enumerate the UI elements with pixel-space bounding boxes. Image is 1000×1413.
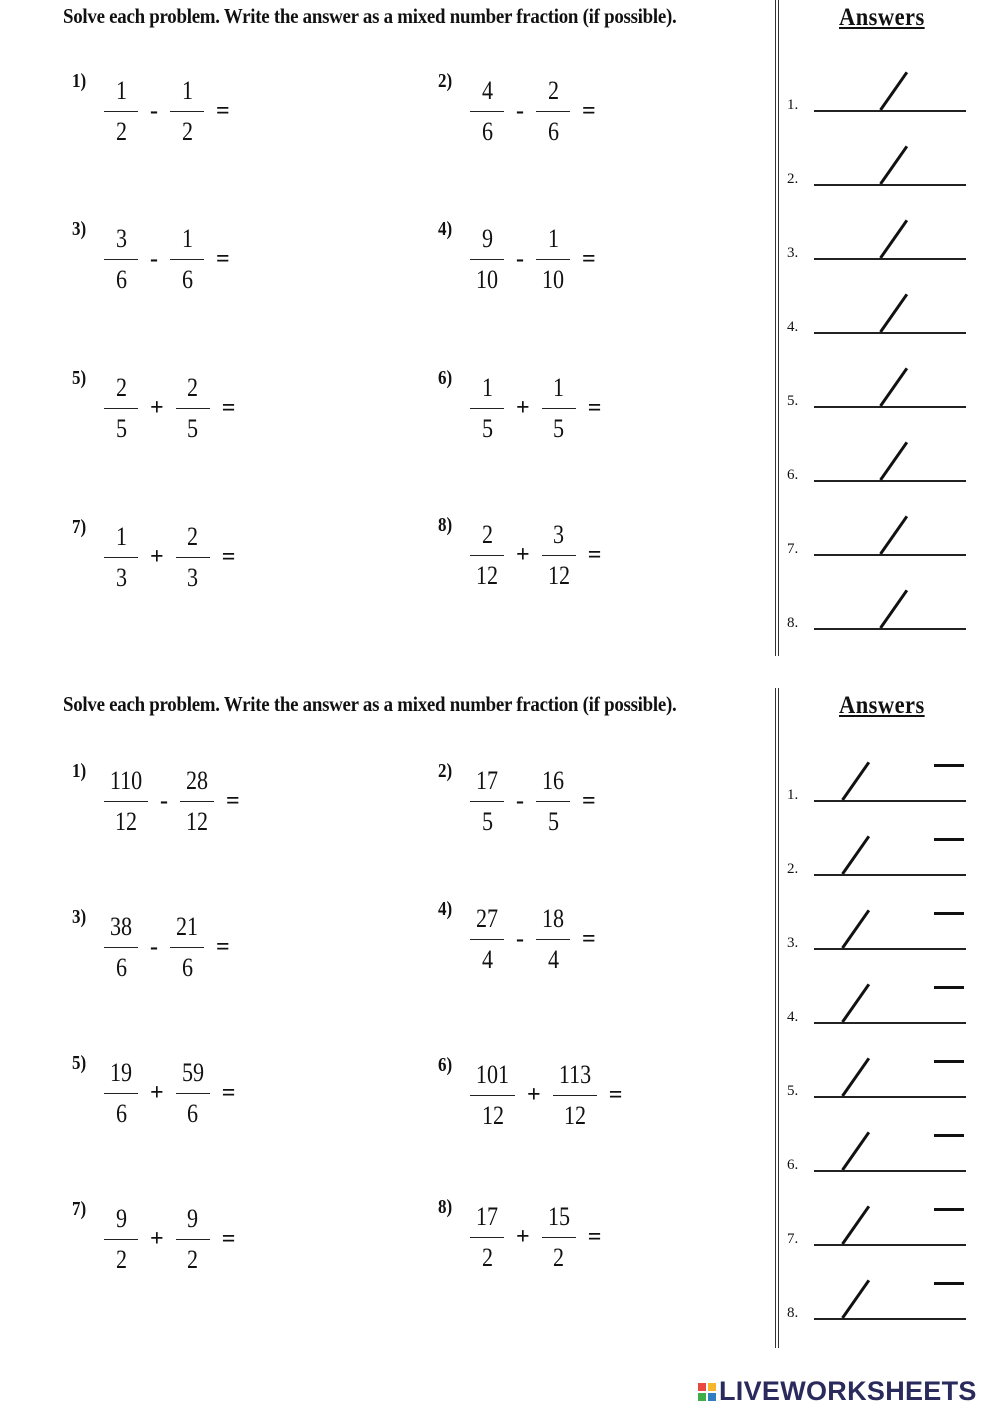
equals-sign: =: [226, 788, 240, 814]
answer-line[interactable]: [814, 1318, 966, 1320]
answer-row-4[interactable]: [779, 300, 1000, 336]
problem-1: [72, 760, 240, 836]
operator: -: [150, 934, 158, 960]
fraction-a: [470, 78, 504, 145]
numerator: 1: [481, 373, 493, 402]
equals-sign: =: [216, 934, 230, 960]
equals-sign: =: [221, 544, 236, 570]
answer-label: 8.: [787, 1305, 799, 1321]
fraction-a: [470, 768, 504, 835]
problem-number: 8): [438, 514, 453, 536]
numerator: 1: [181, 224, 193, 253]
slash-mark: [841, 1279, 870, 1318]
slash-mark: [879, 71, 908, 110]
answer-row-2[interactable]: [779, 152, 1000, 188]
numerator: 1: [181, 76, 193, 105]
answer-row-8[interactable]: [779, 596, 1000, 632]
equals-sign: =: [216, 246, 230, 272]
denominator: 3: [187, 563, 199, 592]
numerator: 9: [115, 1204, 127, 1233]
denominator: 12: [547, 561, 570, 590]
denominator: 6: [181, 265, 193, 294]
numerator: 27: [475, 904, 499, 933]
denominator: 12: [185, 807, 209, 836]
denominator: 6: [115, 953, 127, 982]
answer-line[interactable]: [814, 1170, 966, 1172]
operator: +: [150, 544, 164, 570]
numerator: 1: [553, 373, 565, 402]
denominator: 6: [547, 117, 559, 146]
fraction-a: [104, 768, 148, 835]
problem-number: 1): [72, 70, 87, 92]
answers-panel: [775, 0, 1000, 656]
operator: +: [150, 1080, 164, 1106]
denominator: 2: [181, 117, 193, 146]
slash-mark: [879, 219, 908, 258]
slash-mark: [841, 835, 870, 874]
denominator: 12: [114, 807, 138, 836]
fraction-a: [470, 1204, 504, 1271]
problem-4: [438, 898, 596, 974]
equals-sign: =: [608, 1082, 623, 1108]
fraction-b: [180, 768, 214, 835]
fraction-a: [104, 78, 138, 145]
problem-number: 3): [72, 906, 87, 928]
denominator: 2: [187, 1245, 199, 1274]
equals-sign: =: [221, 1226, 236, 1252]
answer-row-7[interactable]: [779, 522, 1000, 558]
fraction-a: [470, 1062, 515, 1129]
answer-label: 6.: [787, 467, 799, 483]
answer-line[interactable]: [814, 1244, 966, 1246]
fraction-a: [470, 375, 504, 442]
answer-label: 8.: [787, 615, 799, 631]
answer-line[interactable]: [814, 874, 966, 876]
numerator: 19: [109, 1058, 133, 1087]
answer-row-8[interactable]: [779, 1286, 1000, 1322]
fraction-b: [170, 914, 204, 981]
denominator: 5: [553, 414, 565, 443]
numerator: 2: [547, 76, 559, 105]
problem-number: 2): [438, 760, 453, 782]
answer-line[interactable]: [814, 480, 966, 482]
operator: -: [516, 98, 524, 124]
problem-3: [72, 218, 230, 294]
answer-line[interactable]: [814, 1022, 966, 1024]
problem-7: [72, 516, 236, 592]
fraction-a: [104, 1206, 138, 1273]
logo-square-3: [698, 1393, 706, 1401]
answer-label: 4.: [787, 319, 799, 335]
slash-mark: [879, 293, 908, 332]
operator: +: [150, 1226, 164, 1252]
numerator: 2: [187, 373, 199, 402]
operator: -: [516, 926, 524, 952]
problem-5: [72, 367, 236, 443]
fraction-b: [170, 78, 204, 145]
answers-title: Answers: [839, 4, 925, 31]
numerator: 21: [175, 912, 199, 941]
answer-line[interactable]: [814, 258, 966, 260]
denominator: 5: [547, 807, 559, 836]
denominator: 2: [115, 117, 127, 146]
liveworksheets-logo: [698, 1376, 977, 1407]
denominator: 12: [475, 561, 499, 590]
dash-mark: [934, 986, 964, 989]
answer-row-1[interactable]: [779, 78, 1000, 114]
numerator: 18: [541, 904, 565, 933]
denominator: 5: [481, 807, 493, 836]
numerator: 101: [475, 1060, 510, 1089]
denominator: 6: [187, 1099, 199, 1128]
operator: +: [516, 542, 530, 568]
operator: -: [150, 246, 158, 272]
logo-square-2: [708, 1383, 716, 1391]
numerator: 9: [187, 1204, 199, 1233]
fraction-b: [536, 768, 570, 835]
answer-row-5[interactable]: [779, 374, 1000, 410]
slash-mark: [841, 1131, 870, 1170]
dash-mark: [934, 764, 964, 767]
problem-number: 7): [72, 516, 87, 538]
slash-mark: [879, 367, 908, 406]
problem-number: 4): [438, 218, 453, 240]
problem-number: 6): [438, 1054, 453, 1076]
denominator: 5: [115, 414, 127, 443]
answer-row-5[interactable]: [779, 1064, 1000, 1100]
problem-8: [438, 1196, 602, 1272]
answer-row-6[interactable]: [779, 448, 1000, 484]
equals-sign: =: [587, 1224, 602, 1250]
numerator: 1: [115, 522, 127, 551]
slash-mark: [879, 441, 908, 480]
operator: -: [516, 788, 524, 814]
problem-6: [438, 1054, 623, 1130]
dash-mark: [934, 1060, 964, 1063]
denominator: 2: [115, 1245, 127, 1274]
fraction-a: [104, 914, 138, 981]
operator: +: [516, 395, 530, 421]
fraction-b: [536, 78, 570, 145]
denominator: 6: [115, 265, 127, 294]
logo-square-4: [708, 1393, 716, 1401]
problem-number: 1): [72, 760, 87, 782]
answer-label: 4.: [787, 1009, 799, 1025]
fraction-a: [104, 226, 138, 293]
fraction-a: [104, 1060, 138, 1127]
answer-line[interactable]: [814, 110, 966, 112]
problem-number: 6): [438, 367, 453, 389]
operator: +: [150, 395, 164, 421]
slash-mark: [879, 589, 908, 628]
problem-2: [438, 70, 596, 146]
dash-mark: [934, 838, 964, 841]
answer-row-1[interactable]: [779, 768, 1000, 804]
denominator: 12: [563, 1101, 586, 1130]
fraction-a: [104, 524, 138, 591]
operator: +: [527, 1082, 541, 1108]
dash-mark: [934, 1282, 964, 1285]
fraction-a: [470, 226, 504, 293]
problem-2: [438, 760, 596, 836]
numerator: 2: [481, 520, 493, 549]
slash-mark: [841, 1057, 870, 1096]
dash-mark: [934, 1134, 964, 1137]
answer-label: 2.: [787, 171, 799, 187]
numerator: 1: [115, 76, 127, 105]
numerator: 2: [187, 522, 199, 551]
fraction-b: [542, 375, 576, 442]
answer-line[interactable]: [814, 406, 966, 408]
numerator: 1: [547, 224, 559, 253]
answer-line[interactable]: [814, 332, 966, 334]
problem-4: [438, 218, 596, 294]
numerator: 38: [109, 912, 133, 941]
logo-mark-icon: [698, 1383, 716, 1401]
equals-sign: =: [587, 542, 602, 568]
fraction-b: [176, 1060, 210, 1127]
worksheet-section-2: [0, 688, 1000, 1348]
answer-row-3[interactable]: [779, 226, 1000, 262]
fraction-a: [470, 906, 504, 973]
denominator: 5: [481, 414, 493, 443]
denominator: 2: [553, 1243, 565, 1272]
answer-label: 2.: [787, 861, 799, 877]
equals-sign: =: [582, 788, 596, 814]
slash-mark: [841, 983, 870, 1022]
answers-panel: [775, 688, 1000, 1348]
answer-row-6[interactable]: [779, 1138, 1000, 1174]
answer-label: 1.: [787, 787, 799, 803]
equals-sign: =: [221, 1080, 236, 1106]
answer-label: 5.: [787, 393, 799, 409]
denominator: 4: [481, 945, 493, 974]
slash-mark: [841, 1205, 870, 1244]
problem-1: [72, 70, 230, 146]
dash-mark: [934, 912, 964, 915]
problem-number: 5): [72, 1052, 87, 1074]
operator: -: [516, 246, 524, 272]
problem-number: 3): [72, 218, 87, 240]
fraction-b: [536, 906, 570, 973]
logo-square-1: [698, 1383, 706, 1391]
answer-line[interactable]: [814, 948, 966, 950]
equals-sign: =: [216, 98, 230, 124]
instructions: Solve each problem. Write the answer as a mixed number fraction (if possible).: [63, 4, 677, 28]
answer-line[interactable]: [814, 554, 966, 556]
numerator: 4: [481, 76, 493, 105]
slash-mark: [879, 145, 908, 184]
slash-mark: [841, 761, 870, 800]
numerator: 16: [541, 766, 565, 795]
answer-label: 7.: [787, 541, 799, 557]
problem-7: [72, 1198, 236, 1274]
numerator: 28: [185, 766, 209, 795]
equals-sign: =: [582, 926, 596, 952]
fraction-b: [176, 524, 210, 591]
numerator: 17: [475, 766, 499, 795]
answer-label: 7.: [787, 1231, 799, 1247]
problem-8: [438, 514, 602, 590]
numerator: 17: [475, 1202, 499, 1231]
fraction-b: [542, 1204, 576, 1271]
answer-row-3[interactable]: [779, 916, 1000, 952]
numerator: 15: [547, 1202, 570, 1231]
answer-label: 3.: [787, 245, 799, 261]
fraction-b: [176, 375, 210, 442]
denominator: 3: [115, 563, 127, 592]
answer-row-4[interactable]: [779, 990, 1000, 1026]
operator: +: [516, 1224, 530, 1250]
equals-sign: =: [582, 98, 596, 124]
brand-name: LIVEWORKSHEETS: [719, 1376, 977, 1406]
fraction-a: [470, 522, 504, 589]
denominator: 12: [481, 1101, 504, 1130]
equals-sign: =: [582, 246, 596, 272]
answer-line[interactable]: [814, 184, 966, 186]
operator: -: [160, 788, 169, 814]
problem-number: 8): [438, 1196, 453, 1218]
denominator: 6: [115, 1099, 127, 1128]
problem-number: 7): [72, 1198, 87, 1220]
answer-line[interactable]: [814, 1096, 966, 1098]
answer-label: 1.: [787, 97, 799, 113]
denominator: 4: [547, 945, 559, 974]
answer-line[interactable]: [814, 628, 966, 630]
denominator: 10: [475, 265, 499, 294]
slash-mark: [841, 909, 870, 948]
denominator: 5: [187, 414, 199, 443]
fraction-b: [170, 226, 204, 293]
problem-number: 4): [438, 898, 453, 920]
problem-number: 2): [438, 70, 453, 92]
answers-title: Answers: [839, 692, 925, 719]
answer-row-2[interactable]: [779, 842, 1000, 878]
numerator: 2: [115, 373, 127, 402]
answer-label: 6.: [787, 1157, 799, 1173]
operator: -: [150, 98, 158, 124]
answer-label: 5.: [787, 1083, 799, 1099]
worksheet-section-1: [0, 0, 1000, 660]
denominator: 10: [541, 265, 565, 294]
numerator: 3: [553, 520, 565, 549]
fraction-b: [542, 522, 576, 589]
equals-sign: =: [587, 395, 602, 421]
denominator: 6: [181, 953, 193, 982]
answer-label: 3.: [787, 935, 799, 951]
slash-mark: [879, 515, 908, 554]
problem-5: [72, 1052, 236, 1128]
dash-mark: [934, 1208, 964, 1211]
fraction-b: [176, 1206, 210, 1273]
numerator: 9: [481, 224, 493, 253]
instructions: Solve each problem. Write the answer as a mixed number fraction (if possible).: [63, 692, 677, 716]
equals-sign: =: [221, 395, 236, 421]
denominator: 6: [481, 117, 493, 146]
problem-6: [438, 367, 602, 443]
denominator: 2: [481, 1243, 493, 1272]
numerator: 110: [109, 766, 143, 795]
fraction-b: [553, 1062, 597, 1129]
answer-line[interactable]: [814, 800, 966, 802]
numerator: 113: [558, 1060, 591, 1089]
problem-number: 5): [72, 367, 87, 389]
numerator: 3: [115, 224, 127, 253]
problem-3: [72, 906, 230, 982]
answer-row-7[interactable]: [779, 1212, 1000, 1248]
fraction-b: [536, 226, 570, 293]
numerator: 59: [181, 1058, 204, 1087]
fraction-a: [104, 375, 138, 442]
